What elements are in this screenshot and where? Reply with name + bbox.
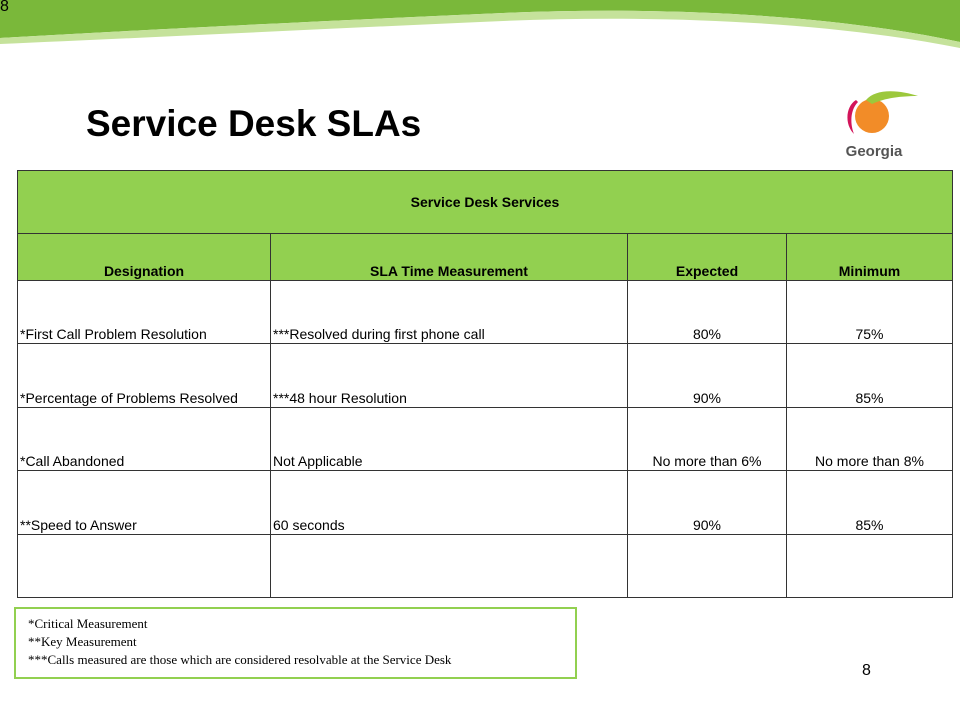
cell-expected: 80%: [628, 280, 787, 343]
footnote-calls-measured: ***Calls measured are those which are considered resolvable at the Service Desk: [28, 652, 452, 667]
table-row: [18, 407, 953, 470]
cell-expected: 90%: [628, 344, 787, 407]
cell-designation: *Percentage of Problems Resolved: [18, 344, 271, 407]
table-row: [18, 534, 953, 598]
cell-sla-time: 60 seconds: [271, 471, 628, 534]
table-caption-row: [18, 171, 953, 234]
cell-minimum: 85%: [787, 471, 953, 534]
page-number: 8: [862, 662, 871, 679]
cell-sla-time: ***Resolved during first phone call: [271, 280, 628, 343]
cell-expected: 90%: [628, 471, 787, 534]
footnotes-box: [14, 607, 577, 679]
cell-minimum: 85%: [787, 344, 953, 407]
top-banner: [0, 0, 960, 72]
footnote-critical: *Critical Measurement: [28, 616, 148, 631]
cell-designation: *First Call Problem Resolution: [18, 280, 271, 343]
cell-designation: [18, 534, 271, 598]
table-row: [18, 471, 953, 534]
cell-sla-time: [271, 534, 628, 598]
table-header-row: [18, 234, 953, 280]
footnote-key: **Key Measurement: [28, 634, 137, 649]
header-expected: Expected: [628, 234, 787, 280]
header-designation: Designation: [18, 234, 271, 280]
cell-expected: [628, 534, 787, 598]
georgia-logo: [826, 86, 922, 162]
cell-designation: *Call Abandoned: [18, 407, 271, 470]
header-sla-time: SLA Time Measurement: [271, 234, 628, 280]
cell-designation: **Speed to Answer: [18, 471, 271, 534]
cell-sla-time: Not Applicable: [271, 407, 628, 470]
corner-page-number: 8: [0, 0, 9, 15]
table-row: [18, 280, 953, 343]
cell-minimum: [787, 534, 953, 598]
cell-sla-time: ***48 hour Resolution: [271, 344, 628, 407]
cell-minimum: No more than 8%: [787, 407, 953, 470]
cell-minimum: 75%: [787, 280, 953, 343]
header-minimum: Minimum: [787, 234, 953, 280]
slide-title: Service Desk SLAs: [86, 103, 422, 144]
table-row: [18, 344, 953, 407]
table-caption: Service Desk Services: [18, 171, 953, 234]
cell-expected: No more than 6%: [628, 407, 787, 470]
sla-table: [17, 170, 953, 598]
svg-text:Georgia: Georgia: [845, 143, 903, 160]
